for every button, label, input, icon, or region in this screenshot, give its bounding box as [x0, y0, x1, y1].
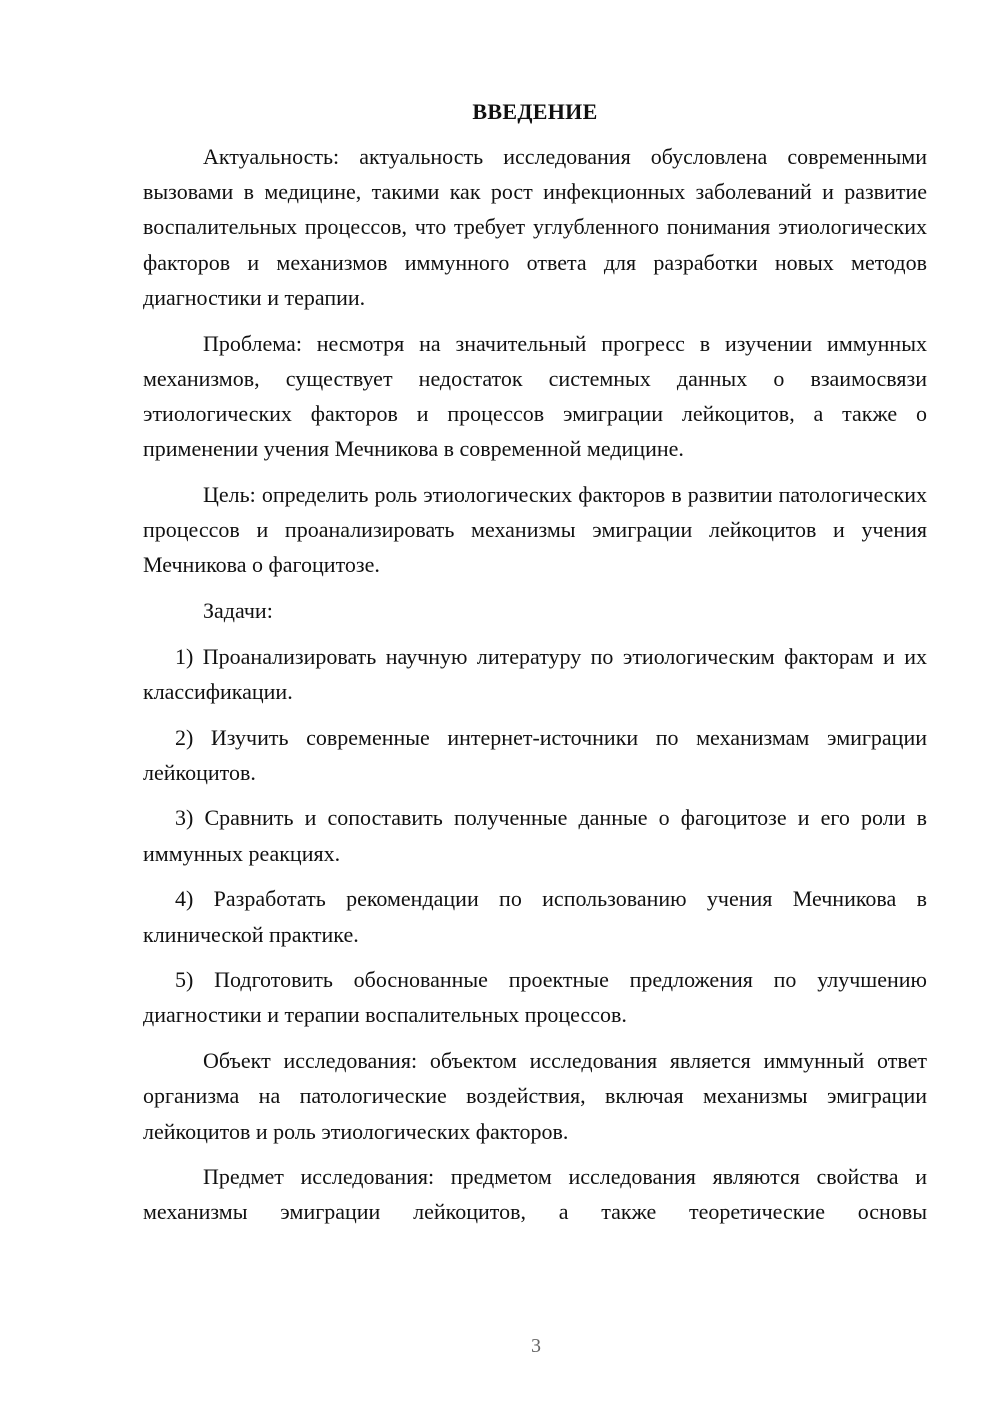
task-item-1: 1) Проанализировать научную литературу по этиологическим факторам и их классификации.	[143, 643, 927, 704]
paragraph-subject: Предмет исследования: предметом исследования являются свойства и механизмы эмиграции лейкоцитов, а также теоретические основы	[143, 1164, 927, 1225]
task-item-2: 2) Изучить современные интернет-источники по механизмам эмиграции лейкоцитов.	[143, 724, 927, 785]
paragraph-object: Объект исследования: объектом исследования является иммунный ответ организма на патологические воздействия, включая механизмы эмиграции лейкоцитов и роль этиологических факторов.	[143, 1048, 927, 1144]
paragraph-problem: Проблема: несмотря на значительный прогресс в изучении иммунных механизмов, существует недостаток системных данных о взаимосвязи этиологических факторов и процессов эмиграции лейкоцитов, а также о применении учения Мечникова в современной медицине.	[143, 330, 927, 462]
paragraph-relevance: Актуальность: актуальность исследования обусловлена современными вызовами в медицине, такими как рост инфекционных заболеваний и развитие воспалительных процессов, что требует углубленного понимания этиологических факторов и механизмов иммунного ответа для разработки новых методов диагностики и терапии.	[143, 144, 927, 310]
paragraph-tasks-heading: Задачи:	[203, 597, 273, 623]
paragraph-goal: Цель: определить роль этиологических факторов в развитии патологических процессов и проанализировать механизмы эмиграции лейкоцитов и учения Мечникова о фагоцитозе.	[143, 481, 927, 578]
section-title: ВВЕДЕНИЕ	[472, 99, 598, 124]
task-item-5: 5) Подготовить обоснованные проектные предложения по улучшению диагностики и терапии воспалительных процессов.	[143, 967, 927, 1028]
task-item-4: 4) Разработать рекомендации по использованию учения Мечникова в клинической практике.	[143, 886, 927, 947]
page-number: 3	[531, 1335, 541, 1357]
task-item-3: 3) Сравнить и сопоставить полученные данные о фагоцитозе и его роли в иммунных реакциях.	[143, 805, 927, 866]
page-content	[143, 94, 927, 1230]
